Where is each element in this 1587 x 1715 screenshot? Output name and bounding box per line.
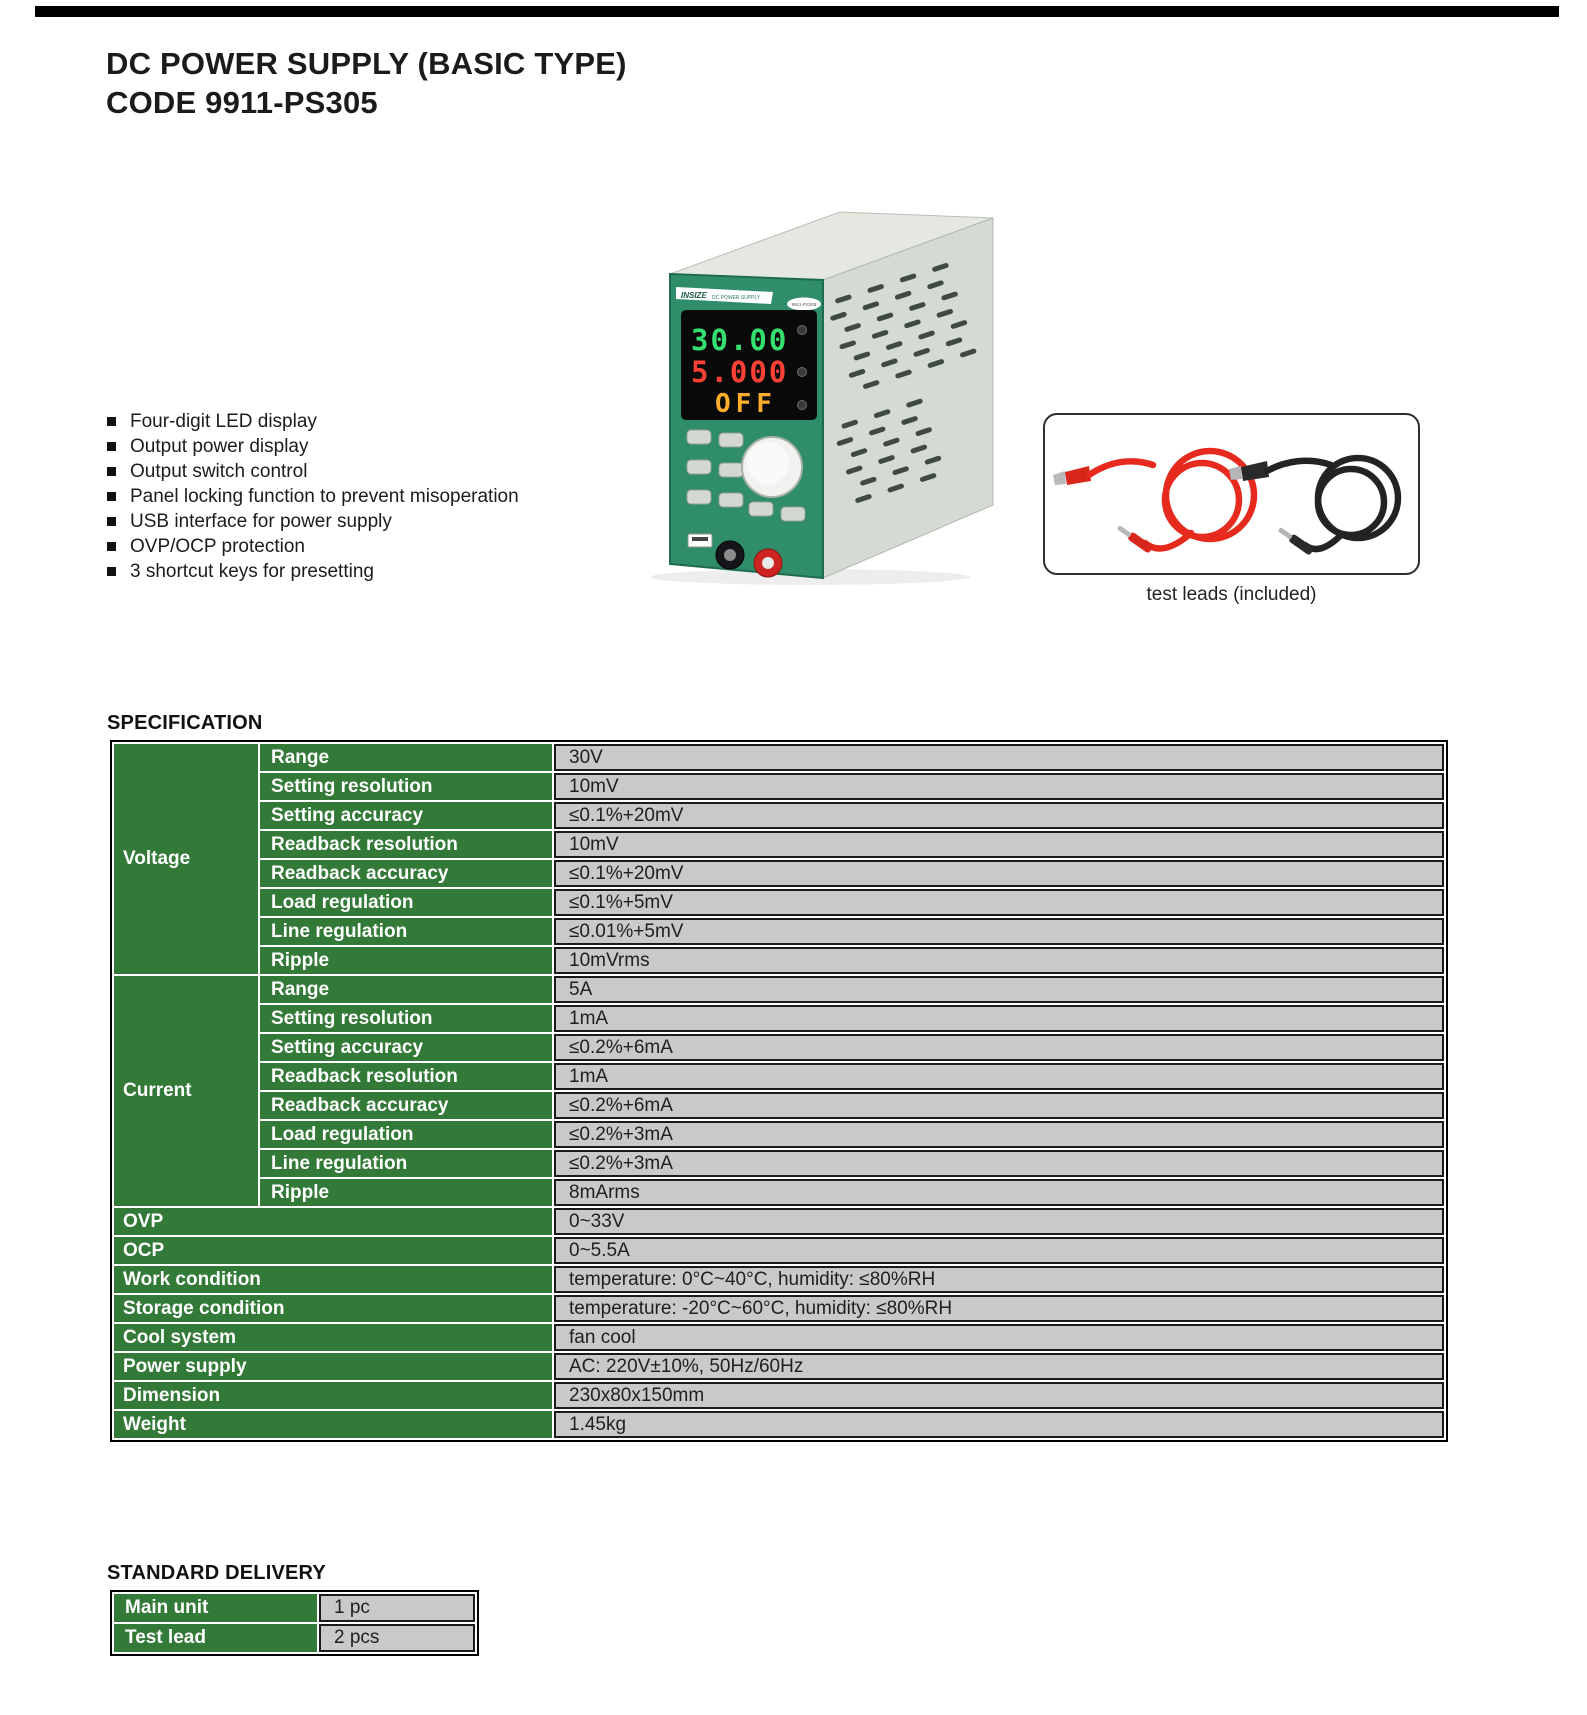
spec-value-cell: 1mA <box>554 1063 1444 1090</box>
spec-label-cell: Readback resolution <box>260 831 552 858</box>
spec-value-cell: ≤0.1%+20mV <box>554 860 1444 887</box>
delivery-table <box>110 1590 479 1656</box>
test-leads-image <box>1045 415 1418 573</box>
test-leads-box <box>1043 413 1420 575</box>
function-button <box>749 502 773 516</box>
spec-value-cell: 10mVrms <box>554 947 1444 974</box>
panel-title-text: DC POWER SUPPLY <box>712 295 761 301</box>
terminal-black-center <box>724 549 736 561</box>
spec-row-label-cell: Dimension <box>114 1382 552 1409</box>
spec-category-cell: Current <box>114 976 258 1206</box>
spec-label-cell: Setting accuracy <box>260 1034 552 1061</box>
spec-value-cell: 10mV <box>554 773 1444 800</box>
spec-value-cell: temperature: 0°C~40°C, humidity: ≤80%RH <box>554 1266 1444 1293</box>
spec-value-cell: 0~5.5A <box>554 1237 1444 1264</box>
feature-item <box>107 459 519 484</box>
clip-tip <box>1053 471 1066 485</box>
indicator-dot-icon <box>798 326 807 335</box>
feature-item <box>107 434 519 459</box>
spec-value-cell: 0~33V <box>554 1208 1444 1235</box>
usb-slot-icon <box>692 537 708 541</box>
power-supply-image <box>595 180 1015 585</box>
spec-label-cell: Setting resolution <box>260 773 552 800</box>
spec-value-cell: fan cool <box>554 1324 1444 1351</box>
spec-value-cell: temperature: -20°C~60°C, humidity: ≤80%RH <box>554 1295 1444 1322</box>
spec-value-cell: ≤0.01%+5mV <box>554 918 1444 945</box>
spec-value-cell: 1.45kg <box>554 1411 1444 1438</box>
spec-label-cell: Setting accuracy <box>260 802 552 829</box>
spec-label-cell: Ripple <box>260 947 552 974</box>
top-rule-bar <box>35 6 1559 17</box>
specification-heading: SPECIFICATION <box>107 712 263 734</box>
feature-text: Panel locking function to prevent misoperation <box>130 486 519 507</box>
feature-text: OVP/OCP protection <box>130 536 305 557</box>
feature-text: Four-digit LED display <box>130 411 317 432</box>
spec-value-cell: 8mArms <box>554 1179 1444 1206</box>
spec-label-cell: Ripple <box>260 1179 552 1206</box>
spec-label-cell: Readback accuracy <box>260 860 552 887</box>
preset-button <box>687 460 711 474</box>
bullet-square-icon <box>107 542 116 551</box>
rotary-knob-cap <box>747 442 789 484</box>
features-list <box>107 409 519 584</box>
voltage-readout: 30.00 <box>691 323 789 357</box>
bullet-square-icon <box>107 417 116 426</box>
spec-value-cell: 30V <box>554 744 1444 771</box>
spec-value-cell: 5A <box>554 976 1444 1003</box>
spec-row-label-cell: Power supply <box>114 1353 552 1380</box>
spec-label-cell: Line regulation <box>260 1150 552 1177</box>
feature-item <box>107 409 519 434</box>
spec-value-cell: ≤0.2%+3mA <box>554 1121 1444 1148</box>
spec-value-cell: ≤0.2%+6mA <box>554 1034 1444 1061</box>
clip-tip <box>1229 466 1242 480</box>
ovp-button <box>719 463 743 477</box>
test-leads-caption: test leads (included) <box>1146 584 1317 605</box>
indicator-dot-icon <box>798 368 807 377</box>
spec-row-label-cell: Work condition <box>114 1266 552 1293</box>
brand-logo: INSIZE <box>681 291 707 300</box>
preset-button <box>687 430 711 444</box>
bullet-square-icon <box>107 442 116 451</box>
feature-text: Output switch control <box>130 461 308 482</box>
banana-plug-black <box>1277 525 1315 555</box>
function-button <box>781 507 805 521</box>
spec-row-label-cell: Cool system <box>114 1324 552 1351</box>
red-test-lead <box>1053 451 1254 554</box>
standard-delivery-heading: STANDARD DELIVERY <box>107 1562 326 1584</box>
spec-row-label-cell: Storage condition <box>114 1295 552 1322</box>
spec-value-cell: 10mV <box>554 831 1444 858</box>
output-status-readout: OFF <box>715 389 777 419</box>
delivery-item-cell: Test lead <box>114 1624 317 1652</box>
spec-row-label-cell: OCP <box>114 1237 552 1264</box>
model-badge-text: 9911-PS305 <box>791 302 817 307</box>
terminal-red-center <box>762 557 774 569</box>
spec-label-cell: Readback resolution <box>260 1063 552 1090</box>
banana-plug-red <box>1116 523 1154 553</box>
preset-button <box>687 490 711 504</box>
spec-value-cell: AC: 220V±10%, 50Hz/60Hz <box>554 1353 1444 1380</box>
spec-value-cell: 1mA <box>554 1005 1444 1032</box>
spec-value-cell: ≤0.1%+20mV <box>554 802 1444 829</box>
spec-label-cell: Readback accuracy <box>260 1092 552 1119</box>
indicator-dot-icon <box>798 401 807 410</box>
feature-item <box>107 534 519 559</box>
bullet-square-icon <box>107 517 116 526</box>
spec-label-cell: Range <box>260 976 552 1003</box>
feature-item <box>107 509 519 534</box>
feature-item <box>107 559 519 584</box>
product-title: DC POWER SUPPLY (BASIC TYPE) <box>106 46 627 81</box>
spec-row-label-cell: Weight <box>114 1411 552 1438</box>
function-button <box>719 493 743 507</box>
spec-label-cell: Load regulation <box>260 889 552 916</box>
spec-value-cell: ≤0.1%+5mV <box>554 889 1444 916</box>
spec-label-cell: Setting resolution <box>260 1005 552 1032</box>
feature-text: 3 shortcut keys for presetting <box>130 561 374 582</box>
spec-value-cell: 230x80x150mm <box>554 1382 1444 1409</box>
bullet-square-icon <box>107 567 116 576</box>
bullet-square-icon <box>107 492 116 501</box>
delivery-qty-cell: 1 pc <box>319 1594 475 1622</box>
spec-label-cell: Range <box>260 744 552 771</box>
delivery-qty-cell: 2 pcs <box>319 1624 475 1652</box>
spec-table <box>110 740 1448 1442</box>
spec-value-cell: ≤0.2%+6mA <box>554 1092 1444 1119</box>
device-side-face <box>823 218 993 578</box>
spec-label-cell: Line regulation <box>260 918 552 945</box>
spec-label-cell: Load regulation <box>260 1121 552 1148</box>
delivery-item-cell: Main unit <box>114 1594 317 1622</box>
feature-text: Output power display <box>130 436 309 457</box>
feature-text: USB interface for power supply <box>130 511 392 532</box>
spec-value-cell: ≤0.2%+3mA <box>554 1150 1444 1177</box>
product-code: CODE 9911-PS305 <box>106 85 378 120</box>
bullet-square-icon <box>107 467 116 476</box>
spec-category-cell: Voltage <box>114 744 258 974</box>
current-readout: 5.000 <box>691 355 789 389</box>
spec-row-label-cell: OVP <box>114 1208 552 1235</box>
page-title <box>106 44 627 122</box>
feature-item <box>107 484 519 509</box>
ocp-button <box>719 433 743 447</box>
